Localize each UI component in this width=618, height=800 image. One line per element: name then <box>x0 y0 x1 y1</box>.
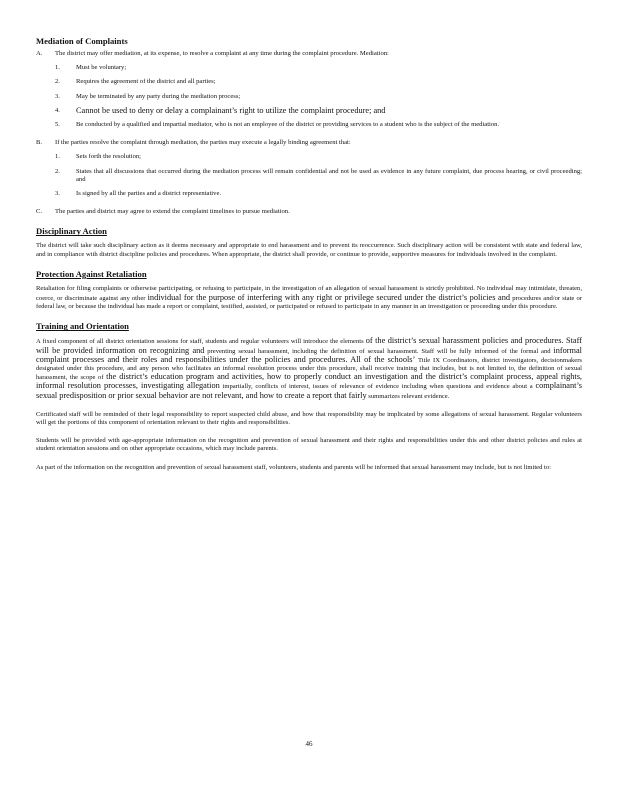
page-number: 46 <box>305 740 313 748</box>
section-heading-training: Training and Orientation <box>36 321 129 332</box>
mediation-a-subitem: 5. Be conducted by a qualified and impartial mediator, who is not an employee of the district or providing services to a student who is the subject of the mediation. <box>55 121 500 129</box>
mediation-item-b: B. If the parties resolve the complaint through mediation, the parties may execute a legally binding agreement that: <box>36 139 351 147</box>
section-heading-retaliation: Protection Against Retaliation <box>36 268 147 279</box>
mediation-item-c: C. The parties and district may agree to extend the complaint timelines to pursue mediation. <box>36 208 290 216</box>
mediation-a-subitem: 2. Requires the agreement of the district and all parties; <box>55 78 216 86</box>
training-paragraph-2: Certificated staff will be reminded of their legal responsibility to report suspected child abuse, and how that responsibility may be implicated by some allegations of sexual harassment. Regular volunteers will get the portions of this component of orientation relevant to their rights and responsibilities. <box>36 410 582 427</box>
retaliation-text: Retaliation for filing complaints or otherwise participating, or refusing to participate, in the investigation of an allegation of sexual harassment is strictly prohibited. No individual may intimidate, threaten, coerce, or discriminate against any other individual for the purpose of interfering with any right or privilege secured under the district’s policies and procedures and/or state or federal law, or because the individual has made a report or complaint, testified, assisted, or participated or refused to participate in any manner in an investigation or proceeding under this procedure. <box>36 284 582 311</box>
mediation-b-subitem: 3. Is signed by all the parties and a district representative. <box>55 190 222 198</box>
disciplinary-text: The district will take such disciplinary action as it deems necessary and appropriate to end harassment and to prevent its reoccurrence. Such disciplinary action will be consistent with state and federal law, and in compliance with district discipline policies and procedures. When appropriate, the district shall provide, or continue to provide, supportive measures for individuals involved in the complaint. <box>36 242 582 258</box>
document-page <box>36 36 582 472</box>
section-heading-disciplinary: Disciplinary Action <box>36 226 107 237</box>
mediation-b-subitem: 1. Sets forth the resolution; <box>55 153 142 161</box>
mediation-b-subitem: 2. States that all discussions that occurred during the mediation process will remain confidential and not be used as evidence in any future complaint, due process hearing, or civil proceeding; and <box>55 167 582 183</box>
training-paragraph-3: Students will be provided with age-appropriate information on the recognition and prevention of sexual harassment and their rights and responsibilities under this and other district policies and rules at student orientation sessions and on other appropriate occasions, which may include parents. <box>36 437 582 453</box>
training-paragraph-1: A fixed component of all district orientation sessions for staff, students and regular volunteers will introduce the elements of the district’s sexual harassment policies and procedures. Staff will be provided information on recognizing and preventing sexual harassment, including the definition of sexual harassment. Staff will be fully informed of the formal and informal complaint processes and their roles and responsibilities under the policies and procedures. All of the schools’ Title IX Coordinators, district investigators, decisionmakers designated under this procedure, and any person who facilitates an informal resolution process under this procedure, shall receive training that includes, but is not limited to, the definition of sexual harassment, the scope of the district’s education program and activities, how to properly conduct an investigation and the district’s complaint process, appeal rights, informal resolution processes, investigating allegation impartially, conflicts of interest, issues of relevance of evidence including when questions and evidence about a complainant’s sexual predisposition or prior sexual behavior are not relevant, and how to create a report that fairly summarizes relevant evidence. <box>36 336 583 400</box>
section-heading-mediation: Mediation of Complaints <box>36 36 128 46</box>
mediation-item-a: A. The district may offer mediation, at its expense, to resolve a complaint at any time during the complaint procedure. Mediation: <box>36 50 389 57</box>
mediation-a-subitem: 1. Must be voluntary; <box>55 64 127 72</box>
mediation-a-subitem: 3. May be terminated by any party during the mediation process; <box>55 92 241 100</box>
mediation-a-subitem: 4. Cannot be used to deny or delay a complainant’s right to utilize the complaint procedure; and <box>55 105 386 115</box>
training-paragraph-4: As part of the information on the recognition and prevention of sexual harassment staff, volunteers, students and parents will be informed that sexual harassment may include, but is not limited to: <box>36 463 551 471</box>
